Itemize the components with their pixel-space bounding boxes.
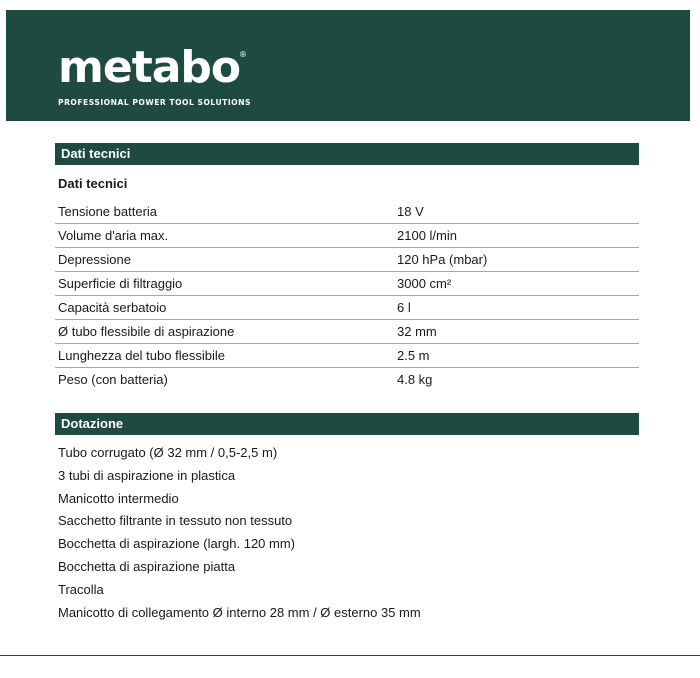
- specs-section-header: Dati tecnici: [55, 143, 639, 165]
- brand-header: [6, 10, 690, 121]
- spec-value: 18 V: [397, 204, 424, 219]
- list-item: Sacchetto filtrante in tessuto non tessuto: [58, 513, 293, 529]
- spec-value: 32 mm: [397, 324, 437, 339]
- spec-label: Tensione batteria: [58, 204, 158, 219]
- spec-value: 120 hPa (mbar): [397, 252, 488, 267]
- table-row: [55, 320, 639, 344]
- brand-tagline: PROFESSIONAL POWER TOOL SOLUTIONS: [58, 98, 251, 107]
- spec-label: Ø tubo flessibile di aspirazione: [58, 324, 235, 339]
- equipment-section-header: Dotazione: [55, 413, 639, 435]
- spec-value: 2.5 m: [397, 348, 430, 363]
- list-item: Tracolla: [58, 581, 104, 597]
- spec-value: 4.8 kg: [397, 372, 433, 387]
- spec-label: Depressione: [58, 252, 131, 267]
- spec-label: Peso (con batteria): [58, 372, 168, 387]
- list-item: Tubo corrugato (Ø 32 mm / 0,5-2,5 m): [58, 445, 278, 460]
- table-row: [55, 296, 639, 320]
- specs-table: [55, 200, 639, 391]
- list-item: Manicotto intermedio: [58, 490, 179, 506]
- spec-value: 3000 cm²: [397, 276, 452, 291]
- table-row: [55, 224, 639, 248]
- spec-label: Capacità serbatoio: [58, 300, 167, 315]
- list-item: Manicotto di collegamento Ø interno 28 mm / Ø esterno 35 mm: [58, 604, 421, 620]
- specs-subtitle: Dati tecnici: [58, 176, 128, 191]
- spec-value: 6 l: [397, 300, 411, 315]
- list-item: Bocchetta di aspirazione (largh. 120 mm): [58, 536, 296, 552]
- table-row: [55, 344, 639, 368]
- spec-label: Volume d'aria max.: [58, 228, 169, 243]
- spec-label: Superficie di filtraggio: [58, 276, 183, 291]
- spec-label: Lunghezza del tubo flessibile: [58, 348, 225, 363]
- metabo-logo: metabo: [58, 42, 241, 93]
- list-item: 3 tubi di aspirazione in plastica: [58, 467, 236, 483]
- spec-value: 2100 l/min: [397, 228, 457, 243]
- equipment-list: [58, 442, 421, 624]
- table-row: [55, 200, 639, 224]
- list-item: Bocchetta di aspirazione piatta: [58, 558, 236, 574]
- table-row: [55, 368, 639, 392]
- bottom-divider: [0, 655, 700, 656]
- table-row: [55, 272, 639, 296]
- registered-mark: ®: [239, 50, 247, 59]
- table-row: [55, 248, 639, 272]
